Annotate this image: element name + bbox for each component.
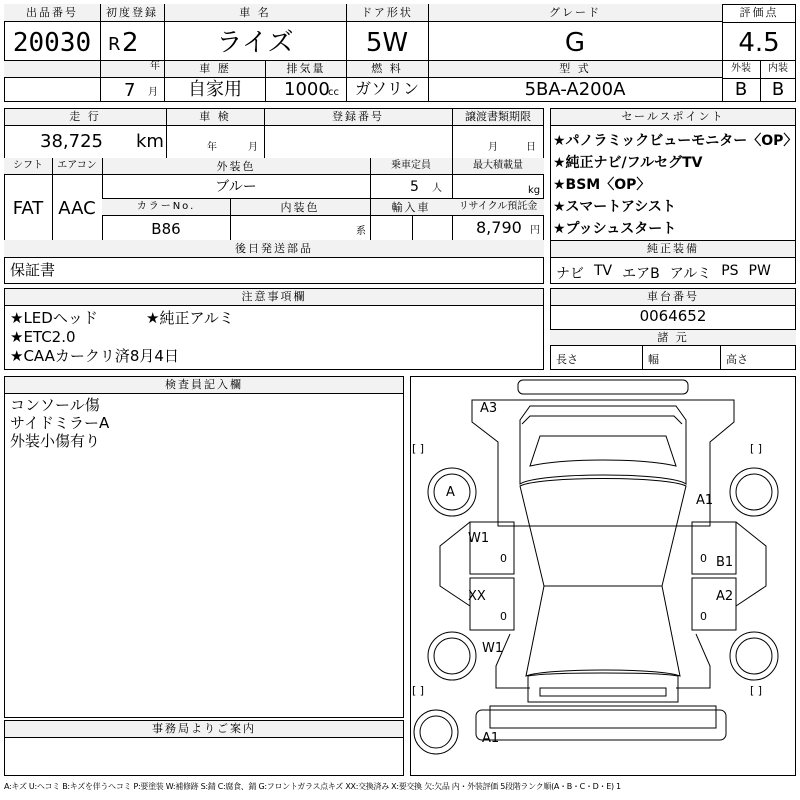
interior-label: 内装	[768, 63, 788, 74]
dims-label: 諸 元	[657, 331, 689, 344]
header-label-row-2	[4, 60, 722, 78]
equipment-list	[556, 263, 771, 283]
office-label: 事務局よりご案内	[152, 722, 256, 735]
capacity-label: 乗車定員	[391, 160, 431, 171]
max-load-unit: kg	[528, 185, 541, 196]
note-line: ★LEDヘッド	[10, 309, 98, 327]
bracket-mark: [ ]	[412, 442, 425, 455]
inspector-label: 検査員記入欄	[165, 378, 243, 391]
damage-mark: A1	[696, 493, 714, 508]
damage-mark: A2	[716, 589, 734, 604]
sales-point-item: ★BSM〈OP〉	[553, 177, 651, 193]
fuel-label: 燃 料	[371, 62, 403, 75]
note-line: ★ETC2.0	[10, 328, 76, 346]
chassis-number: 0064652	[639, 307, 707, 325]
insp-year-unit: 年	[207, 142, 217, 153]
door-rear-right	[692, 578, 736, 630]
wheel-front-right	[730, 468, 778, 516]
int-color-label: 内装色	[280, 201, 320, 214]
spare-tire	[414, 710, 458, 754]
front-bumper-outline	[518, 380, 688, 394]
year-unit: 年	[150, 61, 160, 72]
chassis-label: 車台番号	[647, 290, 699, 303]
zero-mark: 0	[500, 610, 507, 623]
later-parts-label: 後日発送部品	[235, 242, 313, 255]
damage-mark: A	[446, 485, 455, 500]
sales-point-item: ★純正ナビ/フルセグTV	[553, 155, 703, 171]
month-unit: 月	[148, 87, 158, 98]
rear-spoiler	[540, 688, 666, 696]
equipment-item: エアB	[622, 266, 660, 282]
deadline-day-unit: 日	[526, 142, 536, 153]
lot-no: 20030	[12, 28, 92, 58]
damage-mark: A1	[482, 731, 500, 746]
shift: FAT	[12, 198, 44, 219]
damage-mark: A3	[480, 401, 498, 416]
reg-year: 2	[122, 28, 139, 58]
equipment-item: TV	[594, 263, 613, 279]
ext-color-label: 外装色	[216, 160, 256, 173]
zero-mark: 0	[700, 552, 707, 565]
era-mark: R	[108, 34, 121, 55]
mileage: 38,725	[40, 131, 103, 152]
hood	[530, 436, 676, 466]
roof-front	[520, 479, 686, 587]
displacement-label: 排気量	[286, 62, 326, 75]
mileage-label: 走 行	[69, 110, 101, 123]
model: 5BA-A200A	[524, 79, 626, 100]
later-parts: 保証書	[10, 261, 56, 279]
windshield-area	[520, 406, 686, 484]
sales-points-label: セールスポイント	[621, 110, 725, 123]
notes-label: 注意事項欄	[241, 290, 307, 303]
bracket-mark: [ ]	[750, 684, 763, 697]
legend: A:キズ U:ヘコミ B:キズを伴うヘコミ P:要塗装 W:補修跡 S:錆 C:腐食、錆 G:フロントガラス点キズ XX:交換済み X:要交換 欠:欠品 内・外装評価 5段階ランク順(A・B・C・D・E) 1	[4, 782, 621, 791]
recycle-unit: 円	[530, 225, 540, 236]
door-rear-left	[470, 578, 514, 630]
door-label: ドア形状	[361, 6, 413, 19]
deadline-label: 譲渡書類期限	[465, 110, 531, 123]
length-label: 長さ	[556, 353, 578, 366]
height-label: 高さ	[726, 353, 748, 366]
equipment-label: 純正装備	[647, 242, 699, 255]
grade: G	[564, 28, 586, 58]
recycle-amount: 8,790	[476, 218, 522, 237]
door: 5W	[365, 28, 409, 58]
damage-mark: XX	[468, 589, 486, 604]
model-label: 型 式	[559, 62, 591, 75]
roof-rear	[526, 586, 680, 676]
car-name-label: 車 名	[239, 6, 271, 19]
width-label: 幅	[648, 353, 659, 366]
capacity: 5	[410, 179, 419, 195]
mileage-unit: km	[136, 131, 164, 152]
door-front-left	[470, 522, 514, 574]
displacement: 1000	[284, 79, 330, 100]
interior-grade: B	[771, 79, 785, 100]
hood-outline	[472, 400, 734, 526]
damage-mark: B1	[716, 555, 734, 570]
max-load-label: 最大積載量	[473, 160, 523, 171]
import-label: 輸入車	[391, 201, 431, 214]
equipment-item: PS	[721, 263, 739, 279]
ext-color: ブルー	[215, 179, 257, 195]
displacement-unit: cc	[328, 87, 339, 98]
rear-bumper	[490, 706, 716, 728]
ac-label: エアコン	[57, 160, 97, 171]
inspector-line: サイドミラーA	[10, 414, 110, 432]
fuel: ガソリン	[354, 79, 420, 98]
grade-label: グレード	[549, 6, 601, 19]
zero-mark: 0	[500, 552, 507, 565]
score-label: 評価点	[739, 6, 779, 19]
history-label: 車 歴	[199, 62, 231, 75]
equipment-item: アルミ	[669, 266, 712, 282]
lot-no-label: 出品番号	[26, 6, 78, 19]
exterior-label: 外装	[731, 63, 751, 74]
deadline-month-unit: 月	[488, 142, 498, 153]
damage-mark: W1	[468, 531, 490, 546]
ac: AAC	[58, 198, 96, 219]
wheel-rear-right	[730, 632, 778, 680]
note-line: ★CAAカークリ済8月4日	[10, 347, 179, 365]
inspector-line: コンソール傷	[10, 396, 100, 414]
car-name: ライズ	[216, 28, 294, 58]
zero-mark: 0	[700, 610, 707, 623]
bracket-mark: [ ]	[412, 684, 425, 697]
sales-point-item: ★プッシュスタート	[553, 221, 677, 237]
equipment-item: ナビ	[556, 266, 584, 282]
rear-bumper-outline	[476, 710, 726, 740]
sales-point-item: ★スマートアシスト	[553, 199, 676, 215]
equipment-item: PW	[748, 263, 771, 279]
car-diagram	[410, 376, 796, 776]
insp-month-unit: 月	[248, 142, 258, 153]
wheel-rear-left	[428, 632, 476, 680]
inspector-notes	[10, 396, 109, 450]
inspection-label: 車 検	[199, 110, 231, 123]
color-no-label: カラーNo.	[136, 201, 196, 212]
color-no: B86	[151, 220, 181, 238]
capacity-unit: 人	[432, 183, 442, 194]
first-reg-label: 初度登録	[106, 6, 158, 19]
sales-points-list	[553, 130, 797, 240]
sales-point-item: ★パノラミックビューモニター〈OP〉	[553, 133, 798, 149]
exterior-grade: B	[734, 79, 748, 100]
bracket-mark: [ ]	[750, 442, 763, 455]
score: 4.5	[738, 28, 780, 58]
plate-label: 登録番号	[332, 110, 384, 123]
recycle-label: リサイクル預託金	[458, 201, 538, 212]
note-line: ★純正アルミ	[146, 309, 234, 327]
int-color-unit: 系	[356, 226, 366, 237]
shift-label: シフト	[13, 160, 43, 171]
reg-month: 7	[124, 80, 136, 101]
inspector-line: 外装小傷有り	[10, 432, 101, 450]
damage-mark: W1	[482, 641, 504, 656]
history: 自家用	[188, 79, 242, 100]
